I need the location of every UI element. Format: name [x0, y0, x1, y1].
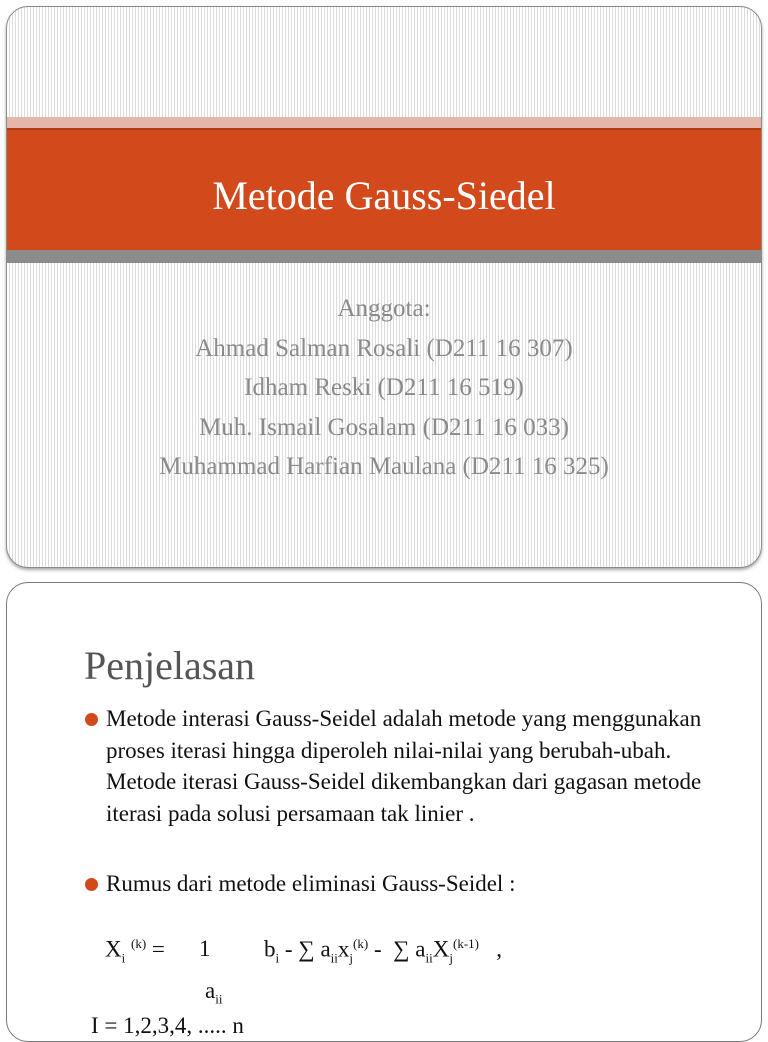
formula-denominator: $a_{ii}$ [205, 978, 223, 1007]
member-item: Idham Reski (D211 16 519) [244, 374, 524, 401]
title-band-accent-top [7, 117, 761, 128]
bullet-icon [85, 878, 98, 891]
formula-numerator-one: 1 [199, 936, 211, 961]
members-label: Anggota: [337, 295, 431, 322]
member-item: Muhammad Harfian Maulana (D211 16 325) [159, 453, 609, 480]
bullet-icon [85, 713, 98, 726]
title-slide [6, 6, 762, 568]
bullet-item [85, 703, 725, 829]
member-item: Ahmad Salman Rosali (D211 16 307) [195, 334, 573, 362]
formula-body: $b_i$ - ∑ $a_{ii}x_j^{(k)}$ - ∑ $a_{ii}X_j^{(k-1)}$ , [264, 936, 502, 966]
bullet-item [85, 868, 725, 900]
title-band-accent-bottom [7, 250, 761, 263]
slide-title: Metode Gauss-Siedel [212, 173, 556, 218]
slide-heading: Penjelasan [84, 643, 256, 688]
members-block [7, 289, 761, 487]
content-slide [6, 582, 762, 1042]
formula-lhs: $X_i$ $^{(k)}$ = [105, 936, 165, 966]
index-line: I = 1,2,3,4, ..... n [91, 1013, 244, 1038]
bullet-text: Metode interasi Gauss-Seidel adalah metode yang menggunakan proses iterasi hingga diperoleh nilai-nilai yang berubah-ubah. Metode iterasi Gauss-Seidel dikembangkan dari gagasan metode iterasi pada solusi persamaan tak linier . [106, 706, 702, 826]
member-item: Muh. Ismail Gosalam (D211 16 033) [199, 413, 569, 441]
bullet-text: Rumus dari metode eliminasi Gauss-Seidel : [106, 871, 516, 896]
